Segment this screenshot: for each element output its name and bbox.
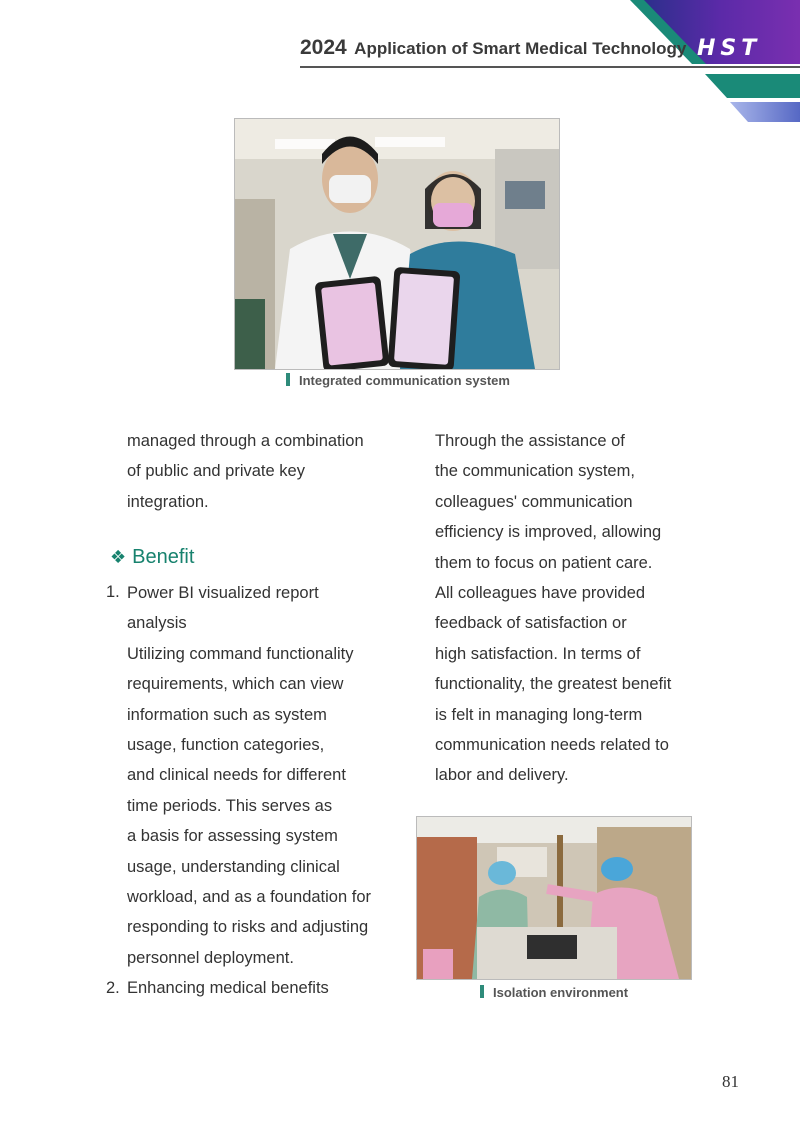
item1-title-line1: Power BI visualized report: [127, 584, 319, 602]
item1-body-line: workload, and as a foundation for: [127, 888, 371, 907]
item1-body-line: responding to risks and adjusting: [127, 918, 369, 937]
item1-body-line: information such as system: [127, 705, 327, 724]
item1-body-line: usage, function categories,: [127, 736, 325, 755]
hst-logo: HST: [697, 36, 762, 61]
bottom-photo-caption: [480, 985, 628, 1000]
item1-body-line: usage, understanding clinical: [127, 857, 340, 876]
item1-body-line: personnel deployment.: [127, 948, 294, 967]
caption-bar: [286, 373, 290, 386]
right-line: labor and delivery.: [435, 766, 569, 785]
benefit-heading: [110, 546, 194, 569]
bottom-caption-text: Isolation environment: [493, 985, 629, 1000]
teal-stripe: [705, 74, 800, 98]
right-line: Through the assistance of: [435, 432, 625, 450]
header-rule: [300, 66, 800, 68]
diamond-cluster-icon: ❖: [110, 547, 127, 567]
item1-body-line: time periods. This serves as: [127, 796, 333, 815]
right-line: All colleagues have provided: [435, 584, 646, 603]
item1-body-line: requirements, which can view: [127, 675, 344, 694]
blue-stripe: [730, 102, 800, 122]
right-line: the communication system,: [435, 462, 635, 481]
right-line: functionality, the greatest benefit: [435, 675, 672, 694]
left-line: of public and private key: [127, 462, 305, 481]
item1-body-line: a basis for assessing system: [127, 827, 338, 846]
item1-body-line: Utilizing command functionality: [127, 644, 354, 663]
right-line: is felt in managing long-term: [435, 705, 643, 724]
benefit-heading-text: Benefit: [132, 546, 195, 568]
right-line: efficiency is improved, allowing: [435, 523, 662, 542]
left-line: managed through a combination: [127, 432, 364, 450]
item1-title-line2: analysis: [127, 614, 187, 633]
right-line: them to focus on patient care.: [435, 553, 653, 572]
item2-title: Enhancing medical benefits: [127, 979, 329, 998]
top-caption-text: Integrated communication system: [299, 373, 510, 388]
caption-bar: [480, 985, 484, 998]
photo-isolation-room: [416, 816, 692, 980]
left-line: integration.: [127, 492, 209, 511]
page-number: 81: [722, 1072, 739, 1091]
right-line: communication needs related to: [435, 736, 669, 755]
list-number-2: 2.: [106, 979, 120, 997]
right-line: colleagues' communication: [435, 492, 633, 511]
left-column-list: [127, 578, 385, 1004]
right-line: feedback of satisfaction or: [435, 614, 627, 633]
right-line: high satisfaction. In terms of: [435, 644, 641, 663]
photo-staff-with-tablets: [234, 118, 560, 370]
header-year: 2024: [300, 36, 347, 59]
top-photo-caption: [286, 373, 510, 388]
list-number-1: 1.: [106, 583, 120, 601]
header-title: [300, 36, 686, 60]
left-column-continuation: [127, 426, 385, 517]
right-column: [435, 426, 693, 791]
item1-body-line: and clinical needs for different: [127, 766, 346, 785]
header-title-text: Application of Smart Medical Technology: [354, 39, 687, 58]
